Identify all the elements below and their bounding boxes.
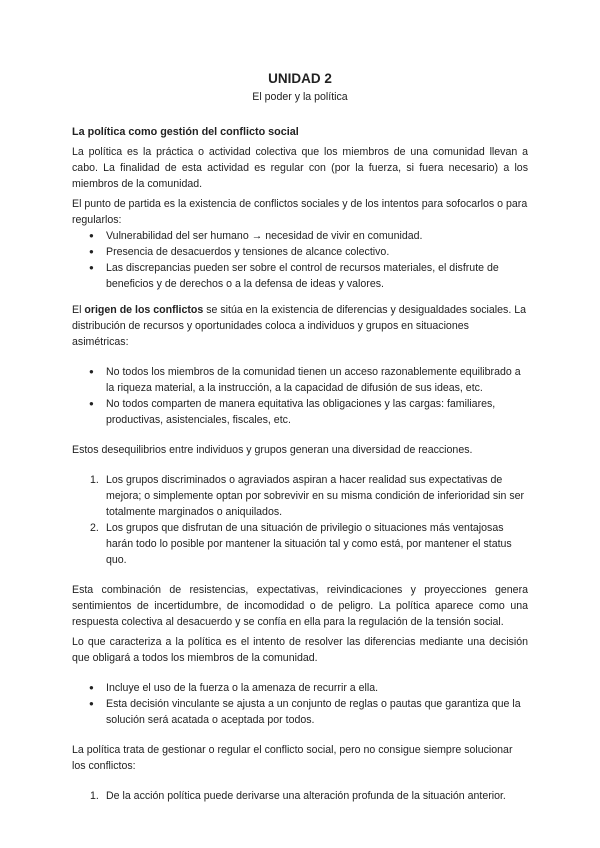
- paragraph: La política es la práctica o actividad colectiva que los miembros de una comunidad llevan a cabo. La finalidad de esta actividad es regular con (por la fuerza, si fuera necesario) a los miembros de la comunidad.: [72, 146, 528, 190]
- list-item: ● Vulnerabilidad del ser humano → necesidad de vivir en comunidad.: [72, 228, 528, 244]
- list-item: [72, 472, 528, 520]
- list-item: [72, 788, 528, 804]
- list-number: 1.: [90, 474, 99, 486]
- paragraph: Estos desequilibrios entre individuos y grupos generan una diversidad de reacciones.: [72, 444, 473, 456]
- list-item: [72, 520, 528, 568]
- list-text: Los grupos que disfrutan de una situación de privilegio o situaciones más ventajosas harán todo lo posible por mantener la situación tal y como está, por mantener el status quo.: [106, 522, 512, 566]
- section-heading: La política como gestión del conflicto social: [72, 126, 299, 138]
- paragraph: La política trata de gestionar o regular el conflicto social, pero no consigue siempre solucionar los conflictos:: [72, 744, 513, 772]
- numbered-list: [72, 788, 528, 804]
- list-number: 2.: [90, 522, 99, 534]
- list-item: ● Esta decisión vinculante se ajusta a un conjunto de reglas o pautas que garantiza que la solución será acatada o aceptada por todos.: [72, 696, 528, 728]
- page-subtitle: El poder y la política: [252, 91, 348, 103]
- page-title: UNIDAD 2: [268, 71, 332, 86]
- list-item: ● No todos comparten de manera equitativa las obligaciones y las cargas: familiares, productivas, asistenciales, fiscales, etc.: [72, 396, 528, 428]
- numbered-list: [72, 472, 528, 568]
- list-text: Los grupos discriminados o agraviados aspiran a hacer realidad sus expectativas de mejora; o simplemente optan por sobrevivir en su misma condición de inferioridad sin ser totalmente marginados o aniquilados.: [106, 474, 525, 518]
- list-item: ● Las discrepancias pueden ser sobre el control de recursos materiales, el disfrute de beneficios y de derechos o a la defensa de ideas y valores.: [72, 260, 528, 292]
- bullet-list: [72, 680, 528, 728]
- paragraph: Esta combinación de resistencias, expectativas, reivindicaciones y proyecciones genera sentimientos de incertidumbre, de incomodidad o de peligro. La política aparece como una respuesta colectiva al desacuerdo y se confía en ella para la regulación de la tensión social.: [72, 584, 528, 628]
- bullet-list: [72, 228, 528, 292]
- bullet-list: [72, 364, 528, 428]
- paragraph: Lo que caracteriza a la política es el intento de resolver las diferencias mediante una decisión que obligará a todos los miembros de la comunidad.: [72, 636, 528, 664]
- paragraph: El punto de partida es la existencia de conflictos sociales y de los intentos para sofocarlos o para regularlos:: [72, 198, 528, 226]
- bold-term: origen de los conflictos: [84, 304, 204, 316]
- text-run: se sitúa en la existencia de diferencias y desigualdades sociales. La distribución de recursos y oportunidades coloca a individuos y grupos en situaciones asimétricas:: [72, 304, 526, 348]
- list-number: 1.: [90, 790, 99, 802]
- text-run: El: [72, 304, 85, 316]
- list-item: ● Presencia de desacuerdos y tensiones de alcance colectivo.: [72, 244, 528, 260]
- paragraph: [72, 302, 528, 350]
- list-item: ● Incluye el uso de la fuerza o la amenaza de recurrir a ella.: [72, 680, 528, 696]
- list-text: De la acción política puede derivarse una alteración profunda de la situación anterior.: [106, 790, 506, 802]
- list-item: ● No todos los miembros de la comunidad tienen un acceso razonablemente equilibrado a la riqueza material, a la instrucción, a la capacidad de difusión de sus ideas, etc.: [72, 364, 528, 396]
